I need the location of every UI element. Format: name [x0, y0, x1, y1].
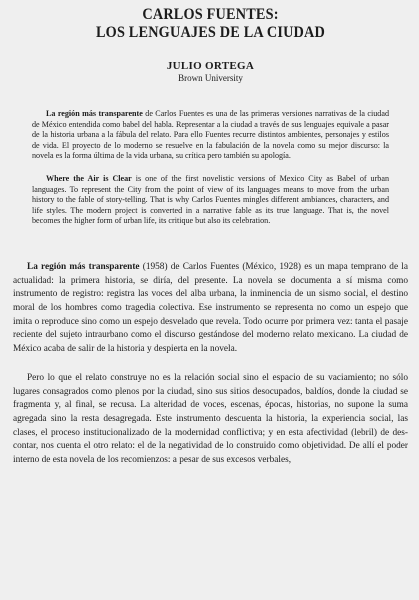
author-name: JULIO ORTEGA [166, 60, 255, 72]
abstract-english [32, 174, 389, 227]
title-line-1: CARLOS FUENTES: [142, 6, 279, 23]
body-paragraph-1 [13, 261, 408, 357]
article-title [26, 6, 395, 42]
abstract-english-text: is one of the first novelistic versions of Mexico City as Babel of urban languages. To represent the City from the point of view of its languages means to move from the urban history to the fable of story-telling. That is why Carlos Fuentes mingles different ambiances, characters, and life styles. The modern project is converted in a narrative fable as its true language. That is, the novel becomes the higher form of urban life, its critique but also its celebration. [32, 173, 389, 226]
abstract-spanish-text: de Carlos Fuentes es una de las primeras versiones narrativas de la ciudad de México entendida como babel del habla. Representar a la ciudad a través de sus lenguajes equivale a pasar de la historia urbana a la fábula del relato. Para ello Fuentes recurre distintos ambientes, personajes y estilos de vida. El proyecto de lo moderno se resuelve en la fabulación de la novela como su mejor discurso: la novela es la forma última de la vida urbana, su crítica pero también su apología. [32, 109, 389, 161]
body-paragraph-2-text: Pero lo que el relato construye no es la relación social sino el espacio de su vaciamiento; no sólo lugares consagrados como plenos por la ciudad, sino sus sitios desocupados, baldíos, donde la ciudad se fragmenta y, al final, se recusa. La alteridad de voces, escenas, épocas, historias, no supone la suma agregada sino la resta desagregada. Este instrumento descuenta la historia, la experiencia social, las clases, el proceso institucionalizado de la modernidad conflictiva; y en esta afectividad (lebril) de des-contar, nos cuenta el otro relato: el de la negatividad de lo construido como objetividad. De allí el poder interno de esta novela de los recomienzos: a pesar de sus excesos verbales, [13, 372, 408, 466]
author-affiliation: Brown University [178, 73, 243, 83]
title-line-2: LOS LENGUAJES DE LA CIUDAD [95, 24, 326, 41]
body-paragraph-2 [13, 372, 408, 468]
abstract-english-lead: Where the Air is Clear [46, 173, 132, 183]
body-paragraph-1-text: (1958) de Carlos Fuentes (México, 1928) es un mapa temprano de la actualidad: la primera historia, se diría, del presente. La novela se documenta a sí misma como instrumento de registro: registra las voces del alba urbana, la inminencia de un sismo social, el destino moral de los hombres como tragedia colectiva. Ese instrumento se representa no como un espejo que imita o reproduce sino como un espejo desvelado que revela. Todo ocurre por primera vez: tanta el pasaje reciente del sujeto intraurbano como el discurso gestándose del moderno relato mexicano. La ciudad de México acaba de salir de la historia y despierta en la novela. [13, 261, 408, 355]
abstract-spanish [32, 109, 389, 162]
abstract-spanish-lead: La región más transparente [46, 109, 143, 118]
body-paragraph-1-lead: La región más transparente [27, 261, 140, 272]
